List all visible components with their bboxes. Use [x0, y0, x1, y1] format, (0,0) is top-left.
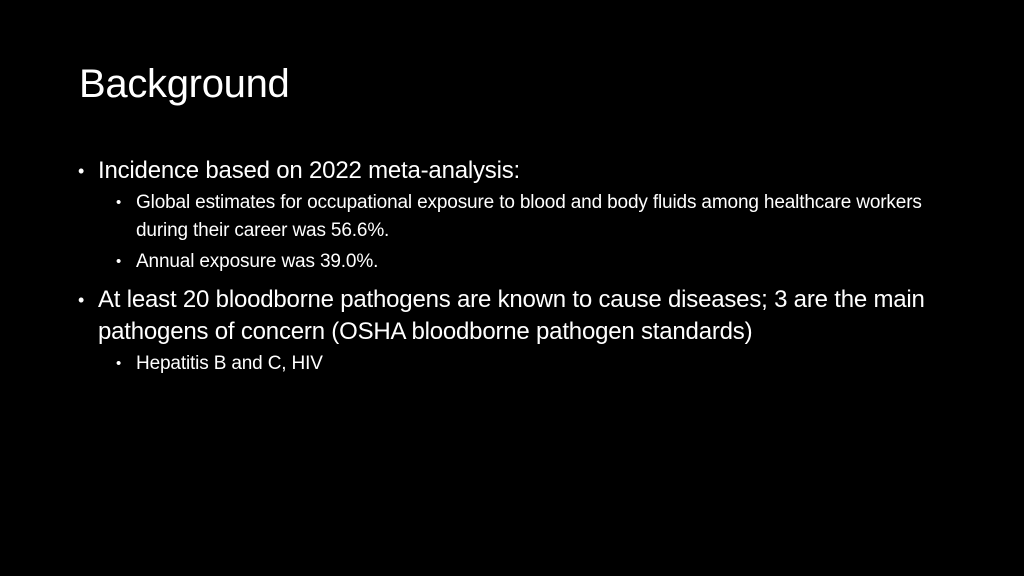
sub-bullet-item — [116, 189, 958, 245]
bullet-icon: • — [78, 290, 85, 310]
sub-bullet-item — [116, 350, 958, 378]
bullet-text: Incidence based on 2022 meta-analysis: — [98, 157, 521, 184]
bullet-icon: • — [116, 355, 122, 372]
sub-bullet-text: Hepatitis B and C, HIV — [136, 353, 323, 374]
bullet-icon: • — [78, 161, 85, 181]
bullet-item — [78, 284, 958, 348]
sub-bullet-text: Annual exposure was 39.0%. — [136, 251, 379, 272]
slide-content — [78, 155, 958, 381]
bullet-icon: • — [116, 253, 122, 270]
bullet-text: At least 20 bloodborne pathogens are known to cause diseases; 3 are the main pathogens of concern (OSHA bloodborne pathogen standards) — [98, 286, 925, 345]
sub-bullet-text: Global estimates for occupational exposure to blood and body fluids among healthcare workers during their career was 56.6%. — [136, 192, 922, 241]
bullet-icon: • — [116, 194, 122, 211]
slide-title: Background — [79, 62, 290, 106]
sub-bullet-item — [116, 248, 958, 276]
bullet-item — [78, 155, 958, 187]
